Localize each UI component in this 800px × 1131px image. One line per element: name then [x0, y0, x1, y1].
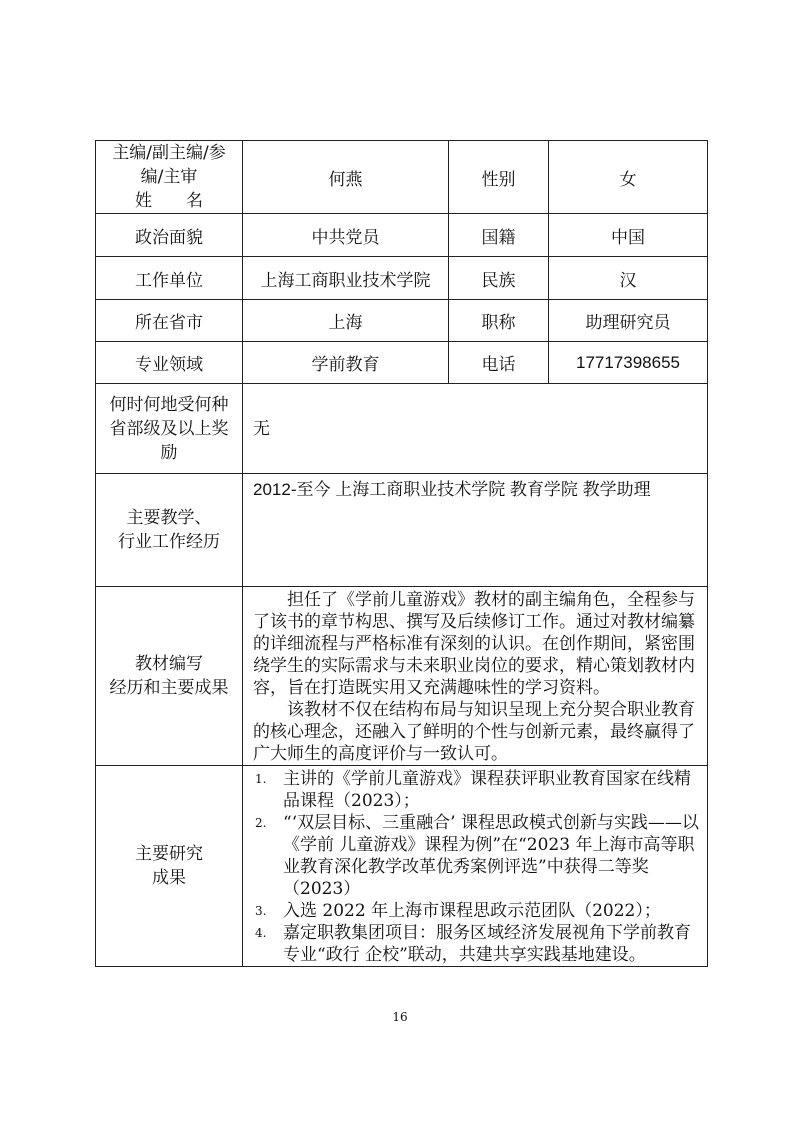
row-experience	[96, 474, 708, 587]
research-label-line: 主要研究	[135, 844, 203, 864]
awards-label-line: 何时何地受何种	[109, 394, 229, 415]
research-content	[243, 766, 708, 967]
nationality-value: 中国	[549, 214, 708, 257]
row-field	[96, 342, 708, 384]
title-value: 助理研究员	[549, 300, 708, 342]
ethnicity-value: 汉	[549, 257, 708, 300]
field-label: 专业领域	[96, 342, 243, 384]
list-item	[253, 812, 699, 900]
list-item-number: 2.	[255, 816, 267, 830]
list-item	[253, 768, 699, 812]
name-label-line: 主编/副主编/参	[112, 143, 226, 163]
gender-label: 性别	[449, 141, 549, 214]
awards-value: 无	[243, 384, 708, 474]
name-label-line: 姓 名	[135, 191, 203, 211]
row-province	[96, 300, 708, 342]
list-item-text: 入选 2022 年上海市课程思政示范团队（2022）；	[283, 901, 661, 921]
row-employer	[96, 257, 708, 300]
list-item	[253, 900, 699, 922]
textbook-paragraph: 担任了《学前儿童游戏》教材的副主编角色，全程参与了该书的章节构思、撰写及后续修订工作。通过对教材编纂的详细流程与严格标准有深刻的认识。在创作期间，紧密围绕学生的实际需求与未来职业岗位的要求，精心策划教材内容，旨在打造既实用又充满趣味性的学习资料。	[253, 590, 695, 698]
title-label: 职称	[449, 300, 549, 342]
textbook-paragraph: 该教材不仅在结构布局与知识呈现上充分契合职业教育的核心理念，还融入了鲜明的个性与创新元素，最终赢得了广大师生的高度评价与一致认可。	[253, 700, 695, 764]
experience-value: 2012-至今 上海工商职业技术学院 教育学院 教学助理	[243, 474, 708, 587]
awards-label-line: 省部级及以上奖	[109, 418, 229, 439]
list-item-text: “‘双层目标、三重融合’ 课程思政模式创新与实践——以《学前 儿童游戏》课程为例”在“2023 年上海市高等职业教育深化教学改革优秀案例评选”中获得二等奖（2023）	[283, 813, 699, 899]
nationality-label: 国籍	[449, 214, 549, 257]
name-label-line: 编/主审	[140, 167, 198, 187]
politics-label: 政治面貌	[96, 214, 243, 257]
awards-label-cell	[96, 384, 243, 474]
employer-label: 工作单位	[96, 257, 243, 300]
research-list	[253, 768, 699, 966]
experience-label-line: 行业工作经历	[118, 532, 220, 552]
list-item-text: 主讲的《学前儿童游戏》课程获评职业教育国家在线精品课程（2023）；	[283, 769, 691, 811]
employer-value: 上海工商职业技术学院	[243, 257, 449, 300]
phone-label: 电话	[449, 342, 549, 384]
research-label-line: 成果	[152, 868, 186, 888]
list-item-number: 1.	[255, 772, 267, 786]
experience-label-cell	[96, 474, 243, 587]
row-awards	[96, 384, 708, 474]
province-value: 上海	[243, 300, 449, 342]
row-textbook	[96, 587, 708, 766]
list-item-number: 4.	[255, 926, 267, 940]
gender-value: 女	[549, 141, 708, 214]
row-research	[96, 766, 708, 967]
ethnicity-label: 民族	[449, 257, 549, 300]
row-name	[96, 141, 708, 214]
textbook-content	[243, 587, 708, 766]
name-value: 何燕	[243, 141, 449, 214]
page-number: 16	[392, 1010, 408, 1024]
list-item-text: 嘉定职教集团项目：服务区域经济发展视角下学前教育专业“政行 企校”联动，共建共享实践基地建设。	[283, 923, 691, 965]
info-form-table	[95, 140, 708, 967]
field-value: 学前教育	[243, 342, 449, 384]
phone-value: 17717398655	[549, 342, 708, 384]
list-item	[253, 922, 699, 966]
awards-label-line: 励	[160, 442, 178, 463]
list-item-number: 3.	[255, 904, 267, 918]
experience-label-line: 主要教学、	[126, 508, 212, 528]
name-label-cell	[96, 141, 243, 214]
textbook-label-line: 经历和主要成果	[109, 678, 229, 698]
row-politics	[96, 214, 708, 257]
province-label: 所在省市	[96, 300, 243, 342]
research-label-cell	[96, 766, 243, 967]
textbook-label-cell	[96, 587, 243, 766]
politics-value: 中共党员	[243, 214, 449, 257]
textbook-label-line: 教材编写	[135, 654, 203, 674]
